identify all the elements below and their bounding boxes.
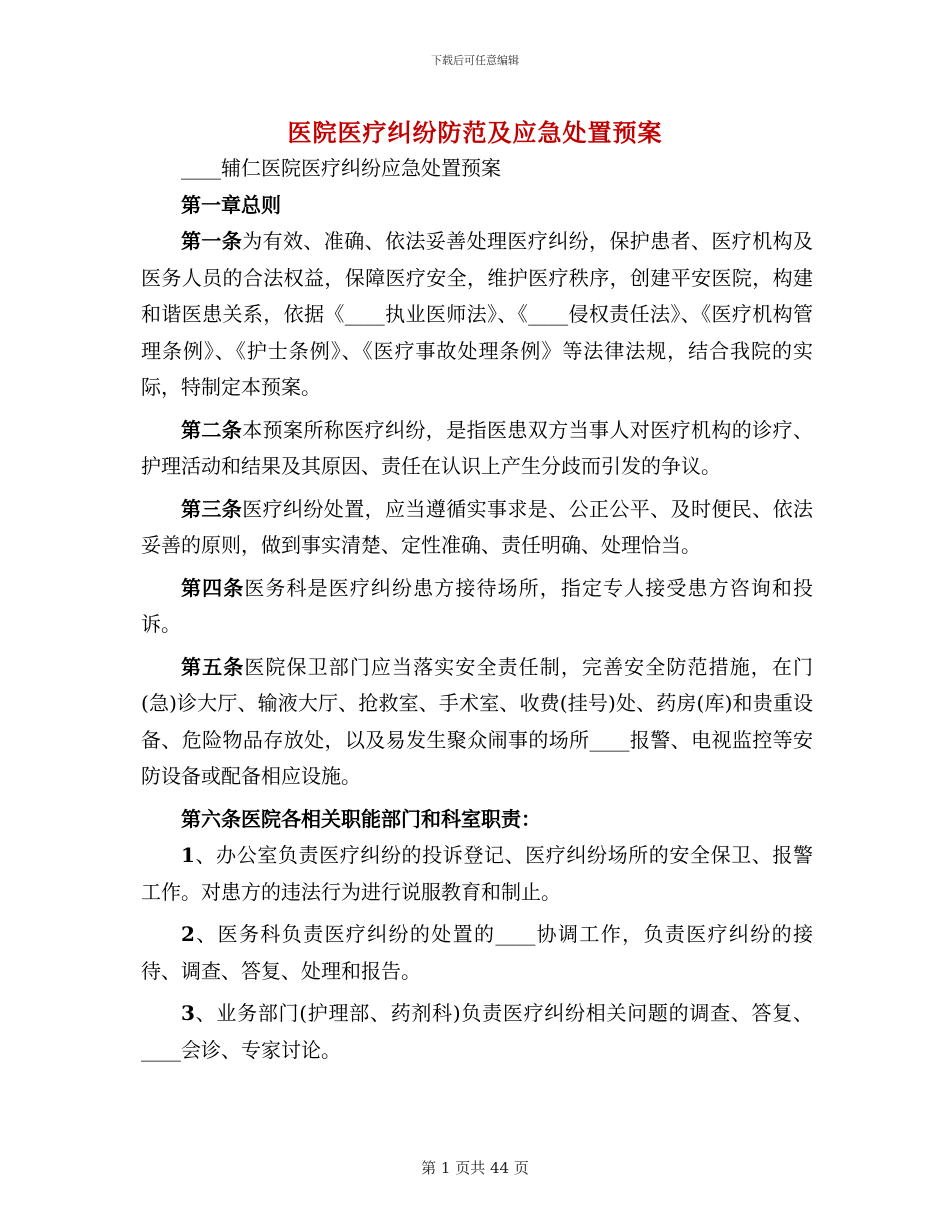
article-label: 第一条 [181,229,243,253]
article-text: 本预案所称医疗纠纷，是指医患双方当事人对医疗机构的诊疗、护理活动和结果及其原因、责任在认识上产生分歧而引发的争议。 [141,417,814,478]
article-3 [141,491,813,564]
duty-number: 3 [181,1001,195,1025]
duty-item-2 [141,916,813,989]
article-text: 医院保卫部门应当落实安全责任制，完善安全防范措施，在门(急)诊大厅、输液大厅、抢救室、手术室、收费(挂号)处、药房(库)和贵重设备、危险物品存放处，以及易发生聚众闹事的场所____报警、电视监控等安防设备或配备相应设施。 [141,654,814,788]
duty-text: 、业务部门(护理部、药剂科)负责医疗纠纷相关问题的调查、答复、____会诊、专家讨论。 [141,1001,813,1062]
duty-item-1 [141,837,813,910]
article-2 [141,412,813,485]
article-1 [141,223,813,406]
duty-number: 1 [181,843,195,867]
article-label: 第五条 [181,654,245,679]
subtitle: ____辅仁医院医疗纠纷应急处置预案 [181,156,501,180]
document-title: 医院医疗纠纷防范及应急处置预案 [287,118,663,147]
duty-item-3 [141,995,813,1068]
duty-number: 2 [181,922,195,946]
article-text: 医疗纠纷处置，应当遵循实事求是、公正公平、及时便民、依法妥善的原则，做到事实清楚、定性准确、责任明确、处理恰当。 [141,496,814,557]
article-4 [141,570,813,643]
article-6-heading: 第六条医院各相关职能部门和科室职责： [181,806,541,831]
duty-text: 、办公室负责医疗纠纷的投诉登记、医疗纠纷场所的安全保卫、报警工作。对患方的违法行为进行说服教育和制止。 [141,843,813,904]
duty-text: 、医务科负责医疗纠纷的处置的____协调工作，负责医疗纠纷的接待、调查、答复、处理和报告。 [141,922,813,983]
article-text: 医务科是医疗纠纷患方接待场所，指定专人接受患方咨询和投诉。 [141,575,814,636]
document-body [141,150,813,1068]
page-number: 第 1 页共 44 页 [421,1159,529,1177]
chapter-heading: 第一章总则 [181,192,281,217]
article-text: 为有效、准确、依法妥善处理医疗纠纷，保护患者、医疗机构及医务人员的合法权益，保障医疗安全，维护医疗秩序，创建平安医院，构建和谐医患关系，依据《____执业医师法》、《____侵权责任法》、《医疗机构管理条例》、《护士条例》、《医疗事故处理条例》等法律法规，结合我院的实际，特制定本预案。 [141,229,814,399]
article-5 [141,649,813,795]
article-label: 第四条 [181,575,245,600]
article-label: 第二条 [181,417,243,442]
page-header-note: 下载后可任意编辑 [431,54,519,67]
article-label: 第三条 [181,496,243,521]
